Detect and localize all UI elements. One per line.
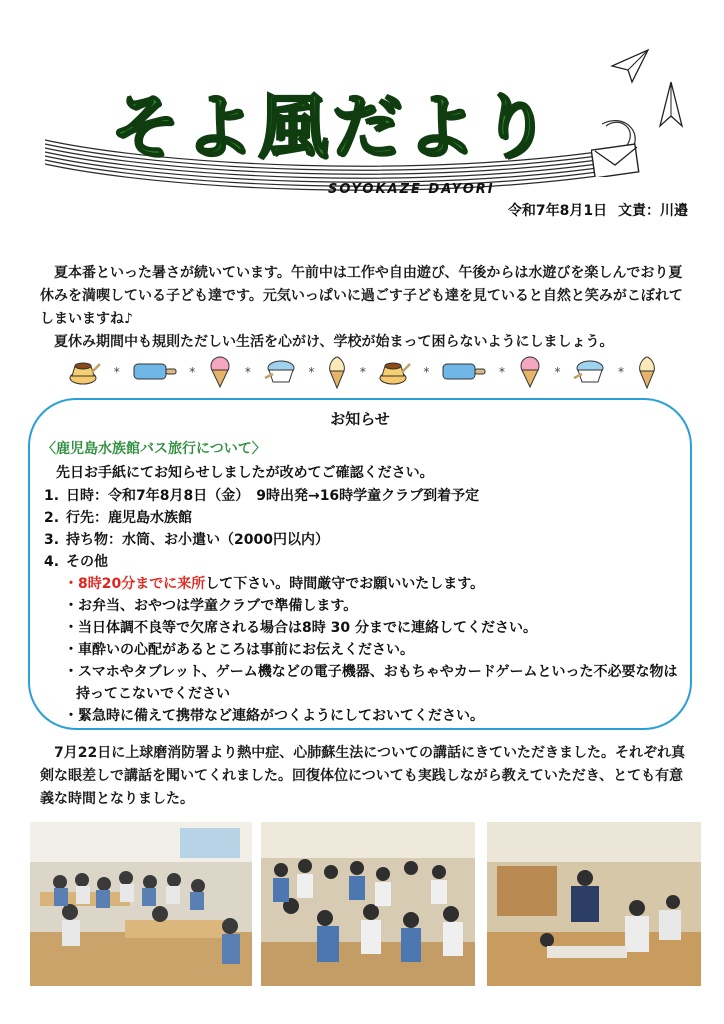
intro-paragraph: 夏休み期間中も規則ただしい生活を心がけ、学校が始まって困らないようにしましょう。 xyxy=(54,334,614,350)
star-icon: * xyxy=(244,365,251,379)
notice-box xyxy=(28,398,692,730)
star-icon: * xyxy=(618,365,625,379)
star-icon: * xyxy=(359,365,366,379)
item-text: その他 xyxy=(66,554,108,570)
intro-paragraph: 夏本番といった暑さが続いています。午前中は工作や自由遊び、午後からは水遊びを楽しんでおり夏休みを満喫している子ども達です。元気いっぱいに過ごす子ども達を見ていると自然と笑みがこぼれてしまいますね♪ xyxy=(40,265,683,327)
gathering-photo xyxy=(261,822,475,986)
item-text: 日時：令和7年8月8日（金） 9時出発→16時学童クラブ到着予定 xyxy=(66,488,480,504)
shaved-ice-icon xyxy=(263,358,297,386)
bullet-item: ・緊急時に備えて携帯など連絡がつくようにしておいてください。 xyxy=(64,708,484,724)
shaved-ice-icon xyxy=(572,358,606,386)
envelope-icon xyxy=(591,143,641,177)
notice-item xyxy=(44,529,680,551)
notice-items xyxy=(44,485,680,727)
pudding-icon xyxy=(378,358,412,386)
star-icon: * xyxy=(554,365,561,379)
classroom-photo xyxy=(30,822,252,986)
report-section xyxy=(40,742,690,811)
dateline xyxy=(502,200,688,220)
paper-plane-icon xyxy=(610,48,650,84)
notice-subtitle: 〈鹿児島水族館バス旅行について〉 xyxy=(42,441,266,457)
notice-lead: 先日お手紙にてお知らせしましたが改めてご確認ください。 xyxy=(56,465,434,481)
bullet-item: ・車酔いの心配があるところは事前にお伝えください。 xyxy=(64,642,414,658)
bullet-item xyxy=(44,573,680,595)
item-text: 行先：鹿児島水族館 xyxy=(66,510,192,526)
ice-cream-cone-icon xyxy=(517,356,543,388)
author-credit: 文責：川邉 xyxy=(618,203,688,219)
bullet-item: ・スマホやタブレット、ゲーム機などの電子機器、おもちゃやカードゲームといった不必要な物は持ってこないでください xyxy=(64,664,678,702)
notice-item xyxy=(44,551,680,573)
popsicle-icon xyxy=(132,361,178,383)
pudding-icon xyxy=(68,358,102,386)
intro-section xyxy=(40,262,690,354)
popsicle-icon xyxy=(441,361,487,383)
notice-item xyxy=(44,485,680,507)
notice-item xyxy=(44,507,680,529)
report-paragraph: 7月22日に上球磨消防署より熱中症、心肺蘇生法についての講話にきていただきました。それぞれ真剣な眼差しで講話を聞いてくれました。回復体位についても実践しながら教えていただき、とても有意義な時間となりました。 xyxy=(40,745,685,807)
issue-date: 令和7年8月1日 xyxy=(507,203,608,219)
bullet-item: ・お弁当、おやつは学童クラブで準備します。 xyxy=(64,598,358,614)
star-icon: * xyxy=(113,365,120,379)
star-icon: * xyxy=(423,365,430,379)
highlight-arrival-time: ・8時20分までに来所 xyxy=(64,576,206,592)
star-icon: * xyxy=(308,365,315,379)
masthead xyxy=(40,40,700,210)
item-number: 2. xyxy=(44,510,60,526)
star-icon: * xyxy=(498,365,505,379)
newsletter-title: そよ風だより xyxy=(110,86,554,168)
soft-serve-icon xyxy=(326,355,348,389)
bullet-text: して下さい。時間厳守でお願いいたします。 xyxy=(205,576,485,592)
summer-treats-decoration-row xyxy=(68,354,658,390)
bullet-item: ・当日体調不良等で欠席される場合は8時 30 分までに連絡してください。 xyxy=(64,620,537,636)
ice-cream-cone-icon xyxy=(207,356,233,388)
item-number: 1. xyxy=(44,488,60,504)
cpr-demonstration-photo xyxy=(487,822,701,986)
newsletter-subtitle: SOYOKAZE DAYORI xyxy=(328,182,495,197)
other-notes-list xyxy=(44,573,680,727)
notice-title: お知らせ xyxy=(330,410,390,428)
star-icon: * xyxy=(189,365,196,379)
soft-serve-icon xyxy=(636,355,658,389)
item-number: 3. xyxy=(44,532,60,548)
paper-plane-icon xyxy=(658,80,684,128)
item-text: 持ち物：水筒、お小遣い（2000円以内） xyxy=(66,532,329,548)
item-number: 4. xyxy=(44,554,60,570)
